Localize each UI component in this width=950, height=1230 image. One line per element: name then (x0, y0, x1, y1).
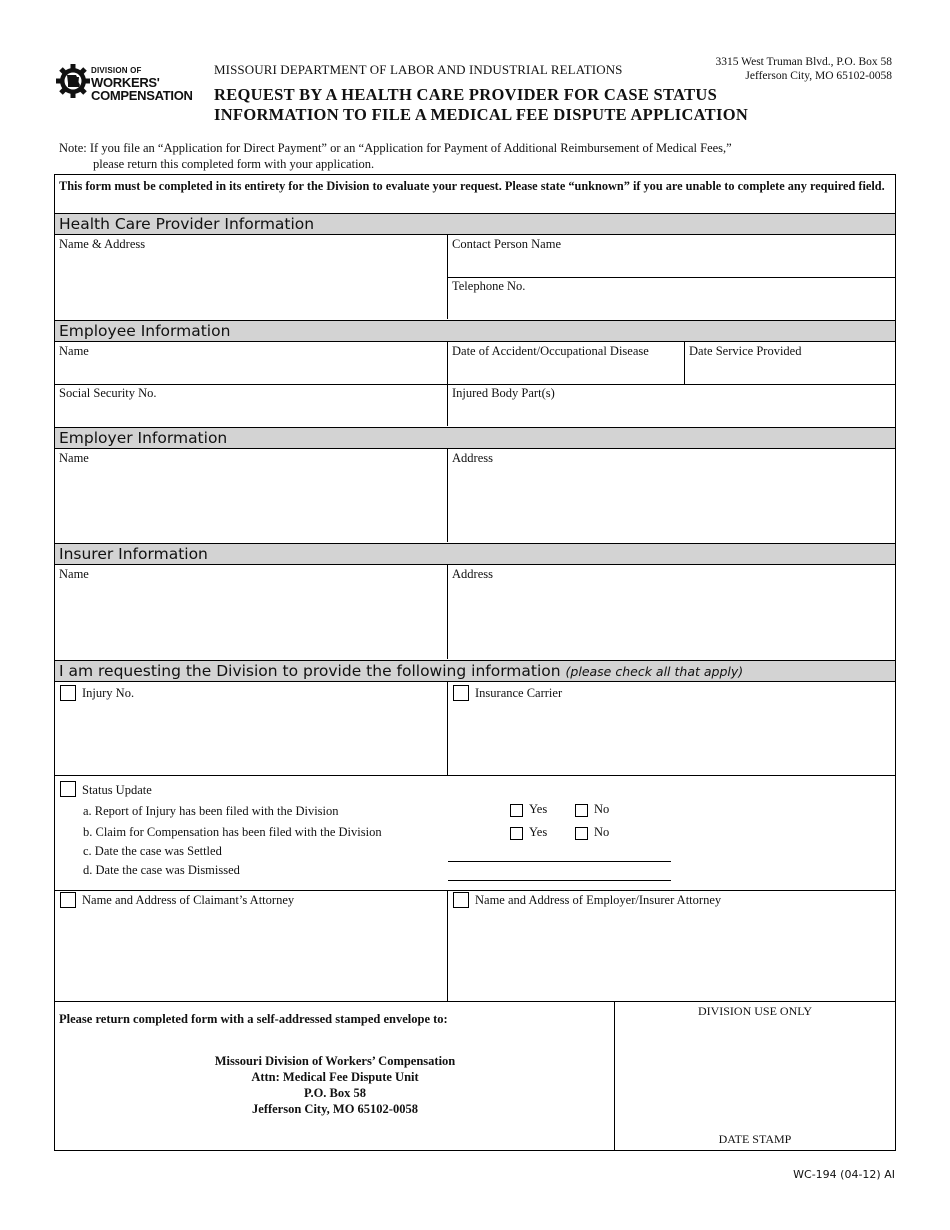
return-instruction: Please return completed form with a self-addressed stamped envelope to: (59, 1012, 448, 1026)
request-section-header (55, 660, 895, 682)
department-address (715, 55, 892, 83)
division-logo (55, 63, 195, 101)
employee-name-field[interactable]: Name (59, 344, 89, 358)
return-line1: Missouri Division of Workers’ Compensation (214, 1054, 456, 1068)
social-security-field[interactable]: Social Security No. (59, 386, 157, 400)
report-filed-no-checkbox[interactable] (575, 804, 588, 817)
telephone-field[interactable]: Telephone No. (452, 279, 526, 293)
note-line1: Note: If you file an “Application for Direct Payment” or an “Application for Payment of Additional Reimbursement of Medical Fees,” (59, 141, 732, 155)
note-line2: please return this completed form with your application. (93, 157, 375, 171)
provider-section-header: Health Care Provider Information (55, 213, 895, 235)
form-code: WC-194 (04-12) AI (793, 1168, 895, 1181)
claimant-attorney-checkbox[interactable] (60, 892, 76, 908)
request-heading-note: (please check all that apply) (565, 664, 744, 679)
date-stamp: DATE STAMP (718, 1132, 792, 1146)
report-filed-yes-label: Yes (529, 802, 548, 816)
insurance-carrier-checkbox[interactable] (453, 685, 469, 701)
return-address (55, 1053, 615, 1117)
report-filed-no-label: No (594, 802, 610, 816)
date-service-provided-field[interactable]: Date Service Provided (689, 344, 802, 358)
insurer-address-field[interactable]: Address (452, 567, 493, 581)
employer-attorney-label: Name and Address of Employer/Insurer Attorney (475, 893, 722, 907)
date-of-accident-field[interactable]: Date of Accident/Occupational Disease (452, 344, 649, 358)
claim-filed-no-label: No (594, 825, 610, 839)
status-update-checkbox[interactable] (60, 781, 76, 797)
employee-section-header: Employee Information (55, 320, 895, 342)
insurance-carrier-label: Insurance Carrier (475, 686, 563, 700)
gear-state-icon (55, 63, 91, 99)
logo-line3: COMPENSATION (91, 88, 193, 103)
form-title (214, 85, 748, 125)
request-heading: I am requesting the Division to provide the following information (59, 662, 561, 680)
address-line1: 3315 West Truman Blvd., P.O. Box 58 (715, 56, 892, 68)
date-dismissed-line[interactable] (448, 880, 671, 881)
report-filed-yes-checkbox[interactable] (510, 804, 523, 817)
insurer-name-field[interactable]: Name (59, 567, 89, 581)
return-line2: Attn: Medical Fee Dispute Unit (251, 1070, 419, 1084)
return-line3: P.O. Box 58 (303, 1086, 367, 1100)
status-item-a: a. Report of Injury has been filed with the Division (83, 804, 339, 818)
claim-filed-yes-label: Yes (529, 825, 548, 839)
employer-attorney-checkbox[interactable] (453, 892, 469, 908)
claim-filed-no-checkbox[interactable] (575, 827, 588, 840)
injury-no-label: Injury No. (82, 686, 135, 700)
status-item-b: b. Claim for Compensation has been filed with the Division (83, 825, 382, 839)
claim-filed-yes-checkbox[interactable] (510, 827, 523, 840)
logo-text (91, 65, 193, 102)
form-intro: This form must be completed in its entirety for the Division to evaluate your request. Please state “unknown” if you are unable to complete any required field. (59, 179, 885, 193)
address-line2: Jefferson City, MO 65102-0058 (745, 70, 892, 82)
employer-section-header: Employer Information (55, 427, 895, 449)
logo-line2: WORKERS' (91, 75, 160, 90)
employer-address-field[interactable]: Address (452, 451, 493, 465)
status-update-label: Status Update (82, 783, 152, 797)
date-settled-line[interactable] (448, 861, 671, 862)
injured-body-parts-field[interactable]: Injured Body Part(s) (452, 386, 555, 400)
employer-name-field[interactable]: Name (59, 451, 89, 465)
status-item-c: c. Date the case was Settled (83, 844, 222, 858)
return-line4: Jefferson City, MO 65102-0058 (252, 1102, 418, 1116)
note (59, 140, 732, 172)
insurer-section-header: Insurer Information (55, 543, 895, 565)
department-name: MISSOURI DEPARTMENT OF LABOR AND INDUSTRIAL RELATIONS (214, 62, 623, 77)
request-form (54, 174, 896, 1151)
logo-line1: DIVISION OF (91, 66, 142, 75)
provider-name-address-field[interactable]: Name & Address (59, 237, 146, 251)
contact-person-field[interactable]: Contact Person Name (452, 237, 562, 251)
title-line2: INFORMATION TO FILE A MEDICAL FEE DISPUTE APPLICATION (214, 105, 749, 124)
injury-no-checkbox[interactable] (60, 685, 76, 701)
division-use-only: DIVISION USE ONLY (697, 1004, 813, 1018)
claimant-attorney-label: Name and Address of Claimant’s Attorney (82, 893, 295, 907)
title-line1: REQUEST BY A HEALTH CARE PROVIDER FOR CASE STATUS (214, 85, 718, 104)
status-item-d: d. Date the case was Dismissed (83, 863, 240, 877)
